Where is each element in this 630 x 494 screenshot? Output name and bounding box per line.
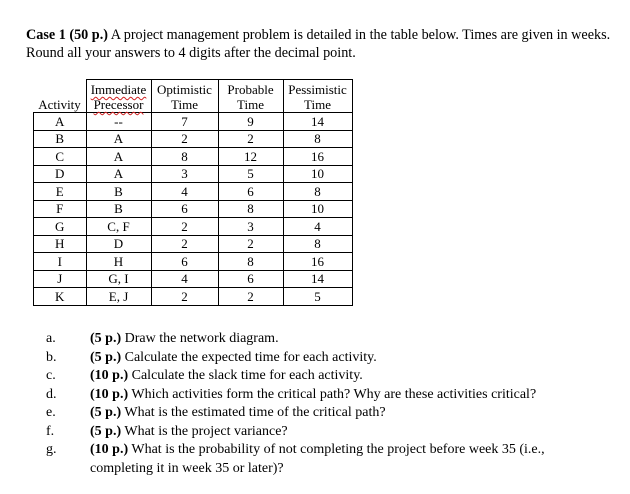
cell-pessimistic: 10 (283, 165, 352, 183)
cell-activity: F (34, 200, 87, 218)
question-letter: b. (46, 349, 57, 365)
table-row (34, 288, 353, 306)
cell-pessimistic: 5 (283, 288, 352, 306)
question-points: (5 p.) (90, 349, 122, 365)
question-text: Calculate the slack time for each activity. (128, 368, 363, 383)
question-text: Which activities form the critical path? Why are these activities critical? (128, 386, 537, 402)
cell-optimistic: 2 (151, 235, 218, 253)
cell-activity: K (34, 288, 87, 306)
question-list (46, 330, 606, 478)
cell-predecessor: D (86, 235, 151, 253)
question-item (46, 367, 606, 386)
cell-predecessor: C, F (86, 218, 151, 236)
table-header-row (34, 80, 353, 113)
table-row (34, 270, 353, 288)
cell-optimistic: 4 (151, 270, 218, 288)
cell-probable: 2 (218, 130, 283, 148)
table-row (34, 200, 353, 218)
question-letter: g. (46, 442, 57, 457)
cell-activity: D (34, 165, 87, 183)
cell-predecessor: B (86, 183, 151, 201)
table-row (34, 253, 353, 271)
question-letter: d. (46, 386, 57, 402)
question-points: (5 p.) (90, 405, 122, 420)
question-letter: e. (46, 405, 56, 420)
cell-pessimistic: 14 (283, 270, 352, 288)
header-pessimistic-time: Pessimistic Time (283, 80, 352, 113)
cell-pessimistic: 16 (283, 148, 352, 166)
cell-optimistic: 4 (151, 183, 218, 201)
question-points: (10 p.) (90, 442, 129, 457)
cell-activity: I (34, 253, 87, 271)
cell-probable: 12 (218, 148, 283, 166)
question-points: (10 p.) (90, 386, 129, 402)
question-letter: f. (46, 423, 55, 439)
cell-activity: E (34, 183, 87, 201)
cell-pessimistic: 8 (283, 183, 352, 201)
case-title: Case 1 (50 p.) (26, 27, 108, 43)
cell-activity: H (34, 235, 87, 253)
question-points: (10 p.) (90, 368, 129, 383)
question-letter: c. (46, 368, 56, 383)
table-row (34, 130, 353, 148)
cell-probable: 5 (218, 165, 283, 183)
cell-activity: B (34, 130, 87, 148)
table-row (34, 113, 353, 131)
table-row (34, 148, 353, 166)
question-text: What is the probability of not completing the project before week 35 (i.e., completing it in week 35 or later)? (90, 442, 545, 476)
cell-predecessor: B (86, 200, 151, 218)
cell-predecessor: E, J (86, 288, 151, 306)
cell-pessimistic: 14 (283, 113, 352, 131)
cell-probable: 8 (218, 200, 283, 218)
cell-activity: G (34, 218, 87, 236)
case-description: A project management problem is detailed in the table below. Times are given in weeks. Round all your answers to 4 digits after the decimal point. (26, 27, 611, 61)
cell-predecessor: -- (86, 113, 151, 131)
cell-optimistic: 7 (151, 113, 218, 131)
question-text: Calculate the expected time for each activity. (121, 349, 377, 365)
question-item (46, 330, 606, 349)
cell-optimistic: 6 (151, 200, 218, 218)
table-row (34, 165, 353, 183)
case-intro (26, 26, 616, 62)
question-item (46, 404, 606, 423)
question-points: (5 p.) (90, 423, 122, 439)
cell-pessimistic: 10 (283, 200, 352, 218)
question-text: What is the estimated time of the critical path? (121, 405, 386, 420)
cell-predecessor: G, I (86, 270, 151, 288)
activity-table (33, 79, 353, 306)
cell-optimistic: 2 (151, 218, 218, 236)
cell-activity: J (34, 270, 87, 288)
header-optimistic-time: Optimistic Time (151, 80, 218, 113)
cell-probable: 9 (218, 113, 283, 131)
cell-probable: 3 (218, 218, 283, 236)
question-text: What is the project variance? (121, 423, 288, 439)
cell-probable: 2 (218, 235, 283, 253)
question-item (46, 386, 606, 405)
table-row (34, 218, 353, 236)
cell-probable: 8 (218, 253, 283, 271)
cell-pessimistic: 4 (283, 218, 352, 236)
cell-predecessor: H (86, 253, 151, 271)
cell-probable: 6 (218, 183, 283, 201)
cell-optimistic: 2 (151, 130, 218, 148)
table-row (34, 235, 353, 253)
cell-probable: 2 (218, 288, 283, 306)
question-text: Draw the network diagram. (121, 331, 279, 346)
cell-activity: C (34, 148, 87, 166)
cell-predecessor: A (86, 130, 151, 148)
cell-pessimistic: 16 (283, 253, 352, 271)
cell-pessimistic: 8 (283, 235, 352, 253)
cell-probable: 6 (218, 270, 283, 288)
cell-activity: A (34, 113, 87, 131)
header-probable-time: Probable Time (218, 80, 283, 113)
header-predecessor: Immediate Precessor (86, 80, 151, 113)
cell-optimistic: 6 (151, 253, 218, 271)
cell-pessimistic: 8 (283, 130, 352, 148)
question-letter: a. (46, 331, 56, 346)
table-row (34, 183, 353, 201)
cell-optimistic: 3 (151, 165, 218, 183)
question-item (46, 423, 606, 442)
cell-predecessor: A (86, 148, 151, 166)
cell-predecessor: A (86, 165, 151, 183)
cell-optimistic: 8 (151, 148, 218, 166)
question-points: (5 p.) (90, 331, 122, 346)
cell-optimistic: 2 (151, 288, 218, 306)
question-item (46, 349, 606, 368)
header-activity: Activity (34, 80, 87, 113)
question-item (46, 441, 606, 478)
